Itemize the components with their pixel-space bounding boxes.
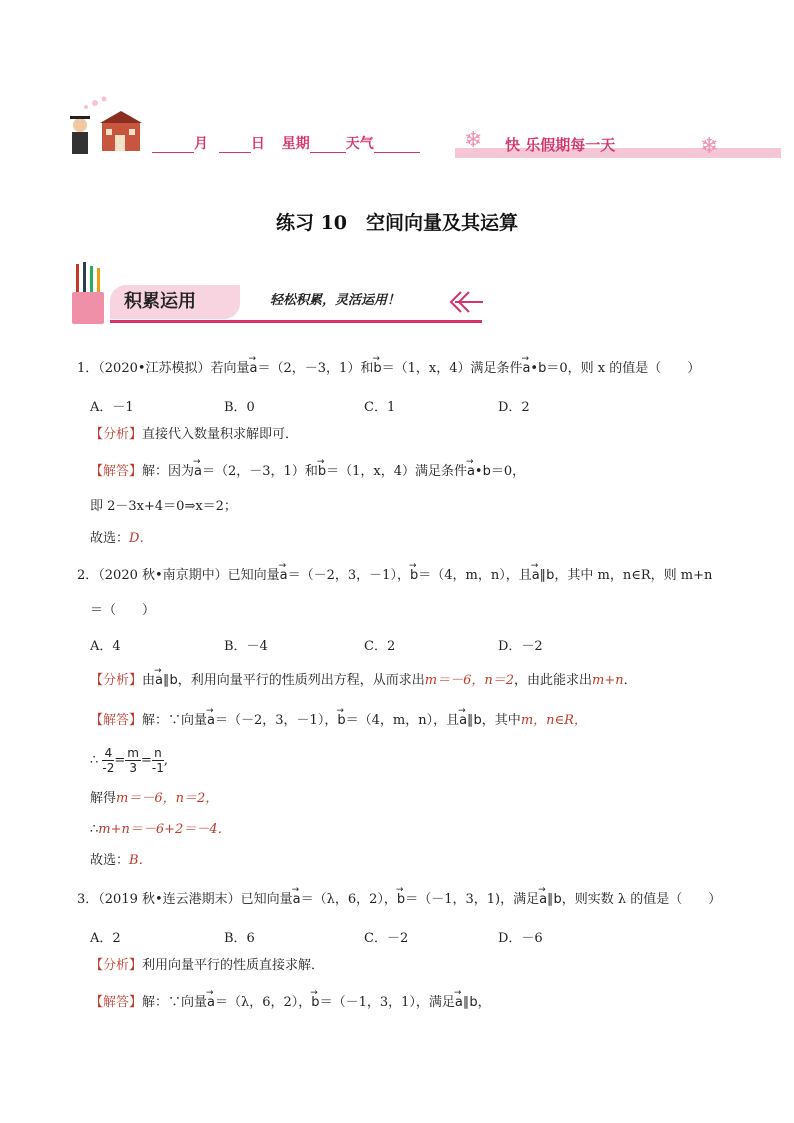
q1-answer: 【解答】解：因为→ a＝（2，－3，1）和→ b＝（1，x，4）满足条件→ a•b＝0， <box>90 464 525 480</box>
q1-option-a: A．－1 <box>90 400 134 415</box>
q2-answer: 【解答】解：∵向量→ a＝（－2，3，－1），→ b＝（4，m，n），且→ a∥b，其中m，n∈R， <box>90 713 587 729</box>
header-illustration <box>60 95 150 160</box>
q2-option-a: A．4 <box>90 639 121 654</box>
q1-analysis: 【分析】直接代入数量积求解即可． <box>90 427 299 442</box>
q2-option-c: C．2 <box>364 639 396 654</box>
q1-step: 即 2－3x+4＝0⇒x＝2； <box>90 499 237 514</box>
q2-option-d: D．－2 <box>498 639 543 654</box>
header-bar <box>455 148 781 158</box>
double-arrow-left-icon <box>447 290 487 314</box>
section-label: 积累运用 <box>124 291 196 312</box>
q3-analysis: 【分析】利用向量平行的性质直接求解． <box>90 958 325 973</box>
page-title: 练习 10 空间向量及其运算 <box>275 212 519 234</box>
q2-analysis: 【分析】由→ a∥b，利用向量平行的性质列出方程，从而求出m＝－6，n＝2，由此能求出m+n． <box>90 673 637 689</box>
section-underline <box>110 320 482 323</box>
q1-option-b: B．0 <box>224 400 255 415</box>
q3-option-b: B．6 <box>224 931 255 946</box>
question-3-stem: 3．（2019 秋•连云港期末）已知向量→ a＝（λ，6，2），→ b＝（－1，3，1)，满足→ a∥b，则实数 λ 的值是（ ） <box>77 892 721 908</box>
q3-option-c: C．－2 <box>364 931 409 946</box>
fraction: $\frac{4}{-2}$ <box>102 746 115 775</box>
q1-conclusion: 故选：D． <box>90 531 153 546</box>
q1-option-d: D．2 <box>498 400 530 415</box>
q2-step2: ∴m+n＝－6+2＝－4． <box>90 822 231 837</box>
header-motto: 快 乐假期每一天 <box>505 136 616 154</box>
question-2-stem-cont: ＝（ ） <box>90 603 156 618</box>
q3-answer: 【解答】解：∵向量→ a＝（λ，6，2），→ b＝（－1，3，1），满足→ a∥b， <box>90 995 491 1011</box>
q3-option-a: A．2 <box>90 931 121 946</box>
q2-conclusion: 故选：B． <box>90 853 152 868</box>
section-slogan: 轻松积累，灵活运用！ <box>270 293 401 308</box>
q3-option-d: D．－6 <box>498 931 543 946</box>
pencil-cup-icon <box>68 262 108 326</box>
snowflake-icon: ❄ <box>700 134 719 159</box>
q1-option-c: C．1 <box>364 400 396 415</box>
q2-ratio-equation: ∴ $\frac{4}{-2}$ = $\frac{m}{3}$ = $\frac{n}{-1}$ , <box>90 746 169 775</box>
question-1-stem: 1．（2020•江苏模拟）若向量→ a＝（2，－3，1）和→ b＝（1，x，4）满足条件→ a•b＝0，则 x 的值是（ ） <box>77 361 700 377</box>
fraction: $\frac{n}{-1}$ <box>151 746 164 775</box>
snowflake-icon: ❄ <box>464 128 483 153</box>
q2-step1: 解得m＝－6，n＝2， <box>90 791 219 806</box>
fraction: $\frac{m}{3}$ <box>127 746 139 775</box>
header-date-line: 月 日 星期 天气 <box>152 133 420 153</box>
question-2-stem: 2．（2020 秋•南京期中）已知向量→ a＝（－2，3，－1），→ b＝（4，m，n），且→ a∥b，其中 m，n∈R，则 m+n <box>77 568 712 584</box>
q2-option-b: B．－4 <box>224 639 268 654</box>
